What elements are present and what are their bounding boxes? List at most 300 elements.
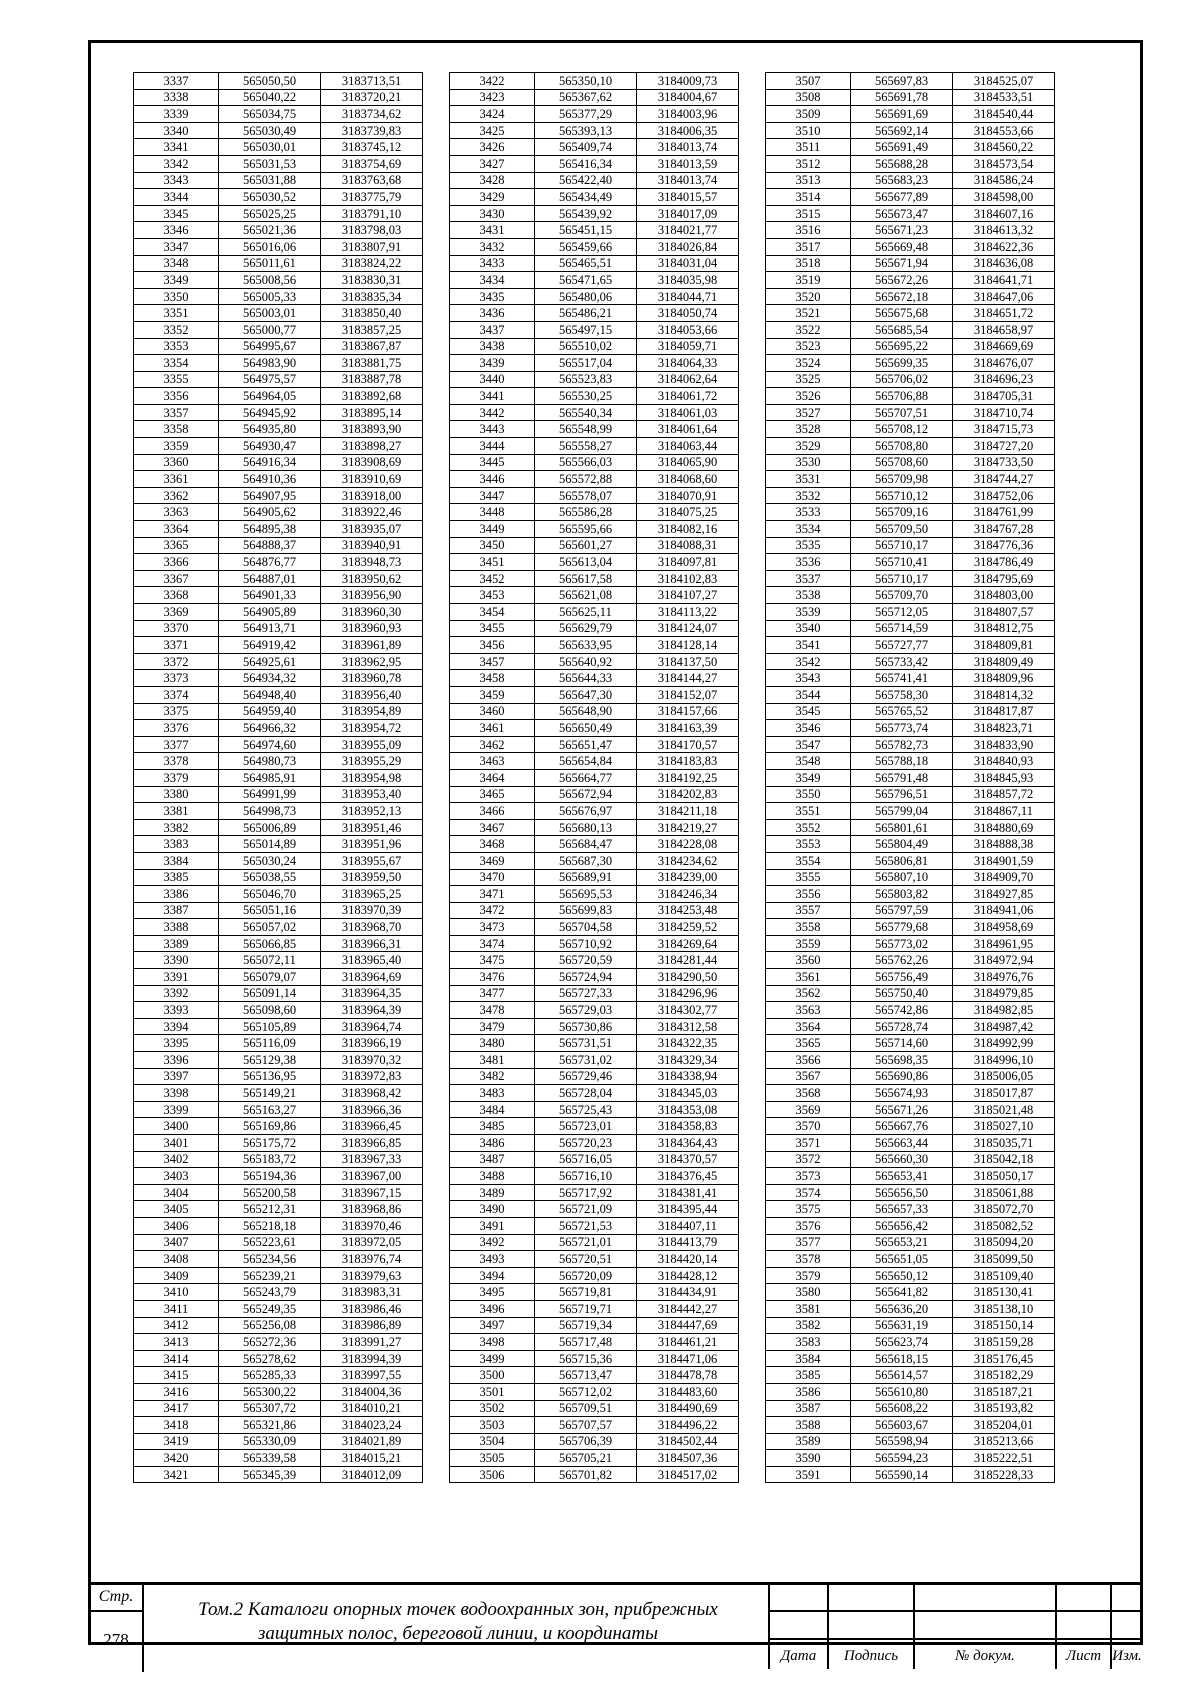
table-row <box>450 1018 739 1035</box>
point-number-cell: 3494 <box>450 1267 535 1284</box>
x-coordinate-cell: 565788,18 <box>851 753 953 770</box>
y-coordinate-cell: 3183994,39 <box>321 1350 423 1367</box>
point-number-cell: 3399 <box>134 1101 219 1118</box>
table-row <box>134 1135 423 1152</box>
coordinates-table-1 <box>133 72 423 1483</box>
point-number-cell: 3475 <box>450 952 535 969</box>
x-coordinate-cell: 565285,33 <box>219 1367 321 1384</box>
x-coordinate-cell: 565779,68 <box>851 919 953 936</box>
point-number-cell: 3510 <box>766 122 851 139</box>
y-coordinate-cell: 3184013,74 <box>637 172 739 189</box>
table-row <box>134 471 423 488</box>
y-coordinate-cell: 3184613,32 <box>953 222 1055 239</box>
table-row <box>766 1400 1055 1417</box>
point-number-cell: 3340 <box>134 122 219 139</box>
point-number-cell: 3528 <box>766 421 851 438</box>
point-number-cell: 3365 <box>134 537 219 554</box>
x-coordinate-cell: 565091,14 <box>219 985 321 1002</box>
point-number-cell: 3387 <box>134 902 219 919</box>
point-number-cell: 3527 <box>766 404 851 421</box>
point-number-cell: 3360 <box>134 454 219 471</box>
table-row <box>134 1417 423 1434</box>
y-coordinate-cell: 3184183,83 <box>637 753 739 770</box>
y-coordinate-cell: 3184996,10 <box>953 1052 1055 1069</box>
x-coordinate-cell: 565716,10 <box>535 1168 637 1185</box>
x-coordinate-cell: 565705,21 <box>535 1450 637 1467</box>
point-number-cell: 3459 <box>450 686 535 703</box>
point-number-cell: 3467 <box>450 819 535 836</box>
point-number-cell: 3540 <box>766 620 851 637</box>
table-row <box>450 371 739 388</box>
table-row <box>450 189 739 206</box>
x-coordinate-cell: 565709,70 <box>851 587 953 604</box>
table-row <box>766 1068 1055 1085</box>
y-coordinate-cell: 3183857,25 <box>321 321 423 338</box>
point-number-cell: 3487 <box>450 1151 535 1168</box>
point-number-cell: 3526 <box>766 388 851 405</box>
x-coordinate-cell: 564907,95 <box>219 487 321 504</box>
x-coordinate-cell: 564916,34 <box>219 454 321 471</box>
table-row <box>766 554 1055 571</box>
x-coordinate-cell: 565050,50 <box>219 73 321 90</box>
y-coordinate-cell: 3183967,00 <box>321 1168 423 1185</box>
x-coordinate-cell: 565719,34 <box>535 1317 637 1334</box>
y-coordinate-cell: 3184329,34 <box>637 1052 739 1069</box>
x-coordinate-cell: 565712,05 <box>851 604 953 621</box>
table-row <box>134 537 423 554</box>
table-row <box>450 1184 739 1201</box>
y-coordinate-cell: 3185159,28 <box>953 1334 1055 1351</box>
x-coordinate-cell: 565717,48 <box>535 1334 637 1351</box>
point-number-cell: 3582 <box>766 1317 851 1334</box>
table-row <box>450 670 739 687</box>
x-coordinate-cell: 564905,62 <box>219 504 321 521</box>
table-row <box>450 819 739 836</box>
table-row <box>134 836 423 853</box>
table-row <box>450 155 739 172</box>
table-row <box>134 1350 423 1367</box>
point-number-cell: 3454 <box>450 604 535 621</box>
point-number-cell: 3473 <box>450 919 535 936</box>
point-number-cell: 3424 <box>450 106 535 123</box>
table-row <box>766 139 1055 156</box>
point-number-cell: 3474 <box>450 935 535 952</box>
y-coordinate-cell: 3183965,40 <box>321 952 423 969</box>
table-row <box>450 637 739 654</box>
table-row <box>766 1217 1055 1234</box>
y-coordinate-cell: 3183720,21 <box>321 89 423 106</box>
x-coordinate-cell: 565031,88 <box>219 172 321 189</box>
y-coordinate-cell: 3184941,06 <box>953 902 1055 919</box>
point-number-cell: 3453 <box>450 587 535 604</box>
x-coordinate-cell: 565278,62 <box>219 1350 321 1367</box>
table-row <box>450 222 739 239</box>
x-coordinate-cell: 565480,06 <box>535 288 637 305</box>
point-number-cell: 3538 <box>766 587 851 604</box>
x-coordinate-cell: 565066,85 <box>219 935 321 952</box>
point-number-cell: 3565 <box>766 1035 851 1052</box>
x-coordinate-cell: 565572,88 <box>535 471 637 488</box>
x-coordinate-cell: 565720,09 <box>535 1267 637 1284</box>
table-row <box>134 1085 423 1102</box>
x-coordinate-cell: 565030,52 <box>219 189 321 206</box>
x-coordinate-cell: 564910,36 <box>219 471 321 488</box>
table-row <box>450 1234 739 1251</box>
x-coordinate-cell: 565698,35 <box>851 1052 953 1069</box>
table-row <box>450 1151 739 1168</box>
coordinates-table-2 <box>449 72 739 1483</box>
y-coordinate-cell: 3184676,07 <box>953 355 1055 372</box>
point-number-cell: 3363 <box>134 504 219 521</box>
y-coordinate-cell: 3183893,90 <box>321 421 423 438</box>
y-coordinate-cell: 3184012,09 <box>321 1466 423 1483</box>
x-coordinate-cell: 565797,59 <box>851 902 953 919</box>
point-number-cell: 3506 <box>450 1466 535 1483</box>
point-number-cell: 3502 <box>450 1400 535 1417</box>
point-number-cell: 3397 <box>134 1068 219 1085</box>
x-coordinate-cell: 565243,79 <box>219 1284 321 1301</box>
x-coordinate-cell: 565497,15 <box>535 321 637 338</box>
point-number-cell: 3503 <box>450 1417 535 1434</box>
point-number-cell: 3358 <box>134 421 219 438</box>
x-coordinate-cell: 565339,58 <box>219 1450 321 1467</box>
x-coordinate-cell: 565079,07 <box>219 969 321 986</box>
y-coordinate-cell: 3184533,51 <box>953 89 1055 106</box>
table-row <box>134 222 423 239</box>
table-row <box>450 985 739 1002</box>
x-coordinate-cell: 565194,36 <box>219 1168 321 1185</box>
x-coordinate-cell: 565773,74 <box>851 720 953 737</box>
table-row <box>766 919 1055 936</box>
x-coordinate-cell: 564895,38 <box>219 521 321 538</box>
table-row <box>450 570 739 587</box>
point-number-cell: 3470 <box>450 869 535 886</box>
point-number-cell: 3547 <box>766 736 851 753</box>
table-row <box>766 985 1055 1002</box>
table-row <box>766 786 1055 803</box>
x-coordinate-cell: 564934,32 <box>219 670 321 687</box>
table-row <box>766 836 1055 853</box>
table-row <box>450 272 739 289</box>
point-number-cell: 3400 <box>134 1118 219 1135</box>
y-coordinate-cell: 3185035,71 <box>953 1135 1055 1152</box>
y-coordinate-cell: 3183968,70 <box>321 919 423 936</box>
x-coordinate-cell: 565038,55 <box>219 869 321 886</box>
point-number-cell: 3575 <box>766 1201 851 1218</box>
x-coordinate-cell: 565731,51 <box>535 1035 637 1052</box>
table-row <box>766 1417 1055 1434</box>
y-coordinate-cell: 3183895,14 <box>321 404 423 421</box>
x-coordinate-cell: 565729,03 <box>535 1002 637 1019</box>
point-number-cell: 3552 <box>766 819 851 836</box>
point-number-cell: 3465 <box>450 786 535 803</box>
x-coordinate-cell: 565672,94 <box>535 786 637 803</box>
x-coordinate-cell: 565707,57 <box>535 1417 637 1434</box>
y-coordinate-cell: 3183966,45 <box>321 1118 423 1135</box>
y-coordinate-cell: 3183918,00 <box>321 487 423 504</box>
point-number-cell: 3380 <box>134 786 219 803</box>
x-coordinate-cell: 564975,57 <box>219 371 321 388</box>
y-coordinate-cell: 3184302,77 <box>637 1002 739 1019</box>
x-coordinate-cell: 565791,48 <box>851 769 953 786</box>
table-row <box>450 720 739 737</box>
x-coordinate-cell: 565725,43 <box>535 1101 637 1118</box>
table-row <box>134 1450 423 1467</box>
point-number-cell: 3549 <box>766 769 851 786</box>
y-coordinate-cell: 3184502,44 <box>637 1433 739 1450</box>
table-row <box>450 686 739 703</box>
table-row <box>450 653 739 670</box>
point-number-cell: 3440 <box>450 371 535 388</box>
point-number-cell: 3431 <box>450 222 535 239</box>
y-coordinate-cell: 3183966,19 <box>321 1035 423 1052</box>
y-coordinate-cell: 3184211,18 <box>637 803 739 820</box>
y-coordinate-cell: 3184004,67 <box>637 89 739 106</box>
x-coordinate-cell: 565595,66 <box>535 521 637 538</box>
table-row <box>134 404 423 421</box>
table-row <box>766 736 1055 753</box>
table-row <box>134 355 423 372</box>
y-coordinate-cell: 3184517,02 <box>637 1466 739 1483</box>
table-row <box>134 1184 423 1201</box>
table-row <box>450 969 739 986</box>
table-row <box>134 803 423 820</box>
document-title <box>158 1598 758 1646</box>
table-row <box>766 1052 1055 1069</box>
y-coordinate-cell: 3183951,96 <box>321 836 423 853</box>
y-coordinate-cell: 3184471,06 <box>637 1350 739 1367</box>
table-row <box>766 686 1055 703</box>
x-coordinate-cell: 565486,21 <box>535 305 637 322</box>
y-coordinate-cell: 3184710,74 <box>953 404 1055 421</box>
y-coordinate-cell: 3183997,55 <box>321 1367 423 1384</box>
y-coordinate-cell: 3184152,07 <box>637 686 739 703</box>
point-number-cell: 3430 <box>450 205 535 222</box>
table-row <box>134 521 423 538</box>
point-number-cell: 3567 <box>766 1068 851 1085</box>
x-coordinate-cell: 565758,30 <box>851 686 953 703</box>
table-row <box>134 753 423 770</box>
x-coordinate-cell: 565709,16 <box>851 504 953 521</box>
point-number-cell: 3589 <box>766 1433 851 1450</box>
point-number-cell: 3355 <box>134 371 219 388</box>
point-number-cell: 3384 <box>134 852 219 869</box>
table-row <box>450 205 739 222</box>
x-coordinate-cell: 565796,51 <box>851 786 953 803</box>
y-coordinate-cell: 3183979,63 <box>321 1267 423 1284</box>
table-row <box>766 172 1055 189</box>
y-coordinate-cell: 3184776,36 <box>953 537 1055 554</box>
point-number-cell: 3375 <box>134 703 219 720</box>
point-number-cell: 3352 <box>134 321 219 338</box>
y-coordinate-cell: 3183972,83 <box>321 1068 423 1085</box>
x-coordinate-cell: 565598,94 <box>851 1433 953 1450</box>
y-coordinate-cell: 3184752,06 <box>953 487 1055 504</box>
y-coordinate-cell: 3184507,36 <box>637 1450 739 1467</box>
y-coordinate-cell: 3184017,09 <box>637 205 739 222</box>
table-row <box>766 1267 1055 1284</box>
x-coordinate-cell: 565730,86 <box>535 1018 637 1035</box>
point-number-cell: 3588 <box>766 1417 851 1434</box>
y-coordinate-cell: 3183968,42 <box>321 1085 423 1102</box>
x-coordinate-cell: 565530,25 <box>535 388 637 405</box>
x-coordinate-cell: 565704,58 <box>535 919 637 936</box>
point-number-cell: 3444 <box>450 438 535 455</box>
point-number-cell: 3428 <box>450 172 535 189</box>
table-row <box>766 521 1055 538</box>
x-coordinate-cell: 565223,61 <box>219 1234 321 1251</box>
table-row <box>766 1118 1055 1135</box>
point-number-cell: 3373 <box>134 670 219 687</box>
x-coordinate-cell: 565692,14 <box>851 122 953 139</box>
y-coordinate-cell: 3184370,57 <box>637 1151 739 1168</box>
y-coordinate-cell: 3183964,74 <box>321 1018 423 1035</box>
table-row <box>134 1101 423 1118</box>
table-row <box>766 570 1055 587</box>
point-number-cell: 3356 <box>134 388 219 405</box>
x-coordinate-cell: 565656,42 <box>851 1217 953 1234</box>
y-coordinate-cell: 3184812,75 <box>953 620 1055 637</box>
point-number-cell: 3348 <box>134 255 219 272</box>
x-coordinate-cell: 565586,28 <box>535 504 637 521</box>
x-coordinate-cell: 565105,89 <box>219 1018 321 1035</box>
table-row <box>134 421 423 438</box>
point-number-cell: 3423 <box>450 89 535 106</box>
y-coordinate-cell: 3184845,93 <box>953 769 1055 786</box>
table-row <box>134 272 423 289</box>
y-coordinate-cell: 3184061,72 <box>637 388 739 405</box>
point-number-cell: 3519 <box>766 272 851 289</box>
table-row <box>450 935 739 952</box>
x-coordinate-cell: 565601,27 <box>535 537 637 554</box>
x-coordinate-cell: 564876,77 <box>219 554 321 571</box>
point-number-cell: 3451 <box>450 554 535 571</box>
table-row <box>450 587 739 604</box>
x-coordinate-cell: 565765,52 <box>851 703 953 720</box>
x-coordinate-cell: 565773,02 <box>851 935 953 952</box>
y-coordinate-cell: 3184992,99 <box>953 1035 1055 1052</box>
y-coordinate-cell: 3184809,49 <box>953 653 1055 670</box>
point-number-cell: 3435 <box>450 288 535 305</box>
y-coordinate-cell: 3183898,27 <box>321 438 423 455</box>
table-row <box>134 786 423 803</box>
x-coordinate-cell: 565183,72 <box>219 1151 321 1168</box>
table-row <box>134 89 423 106</box>
table-row <box>134 255 423 272</box>
table-row <box>134 620 423 637</box>
y-coordinate-cell: 3183954,72 <box>321 720 423 737</box>
point-number-cell: 3476 <box>450 969 535 986</box>
y-coordinate-cell: 3183970,46 <box>321 1217 423 1234</box>
y-coordinate-cell: 3183892,68 <box>321 388 423 405</box>
point-number-cell: 3439 <box>450 355 535 372</box>
y-coordinate-cell: 3184259,52 <box>637 919 739 936</box>
point-number-cell: 3505 <box>450 1450 535 1467</box>
y-coordinate-cell: 3184817,87 <box>953 703 1055 720</box>
x-coordinate-cell: 565664,77 <box>535 769 637 786</box>
table-row <box>766 753 1055 770</box>
x-coordinate-cell: 565523,83 <box>535 371 637 388</box>
table-row <box>766 454 1055 471</box>
point-number-cell: 3457 <box>450 653 535 670</box>
point-number-cell: 3366 <box>134 554 219 571</box>
x-coordinate-cell: 565578,07 <box>535 487 637 504</box>
x-coordinate-cell: 565465,51 <box>535 255 637 272</box>
y-coordinate-cell: 3184015,21 <box>321 1450 423 1467</box>
table-row <box>450 952 739 969</box>
y-coordinate-cell: 3184192,25 <box>637 769 739 786</box>
y-coordinate-cell: 3184979,85 <box>953 985 1055 1002</box>
x-coordinate-cell: 565008,56 <box>219 272 321 289</box>
x-coordinate-cell: 565644,33 <box>535 670 637 687</box>
y-coordinate-cell: 3184607,16 <box>953 205 1055 222</box>
point-number-cell: 3448 <box>450 504 535 521</box>
point-number-cell: 3515 <box>766 205 851 222</box>
x-coordinate-cell: 564887,01 <box>219 570 321 587</box>
table-row <box>134 1284 423 1301</box>
y-coordinate-cell: 3184082,16 <box>637 521 739 538</box>
point-number-cell: 3408 <box>134 1251 219 1268</box>
y-coordinate-cell: 3183959,50 <box>321 869 423 886</box>
point-number-cell: 3433 <box>450 255 535 272</box>
y-coordinate-cell: 3184447,69 <box>637 1317 739 1334</box>
y-coordinate-cell: 3184483,60 <box>637 1383 739 1400</box>
y-coordinate-cell: 3184888,38 <box>953 836 1055 853</box>
table-row <box>766 1300 1055 1317</box>
point-number-cell: 3513 <box>766 172 851 189</box>
table-row <box>450 803 739 820</box>
x-coordinate-cell: 565671,23 <box>851 222 953 239</box>
table-row <box>450 1400 739 1417</box>
point-number-cell: 3501 <box>450 1383 535 1400</box>
point-number-cell: 3419 <box>134 1433 219 1450</box>
table-row <box>766 1018 1055 1035</box>
table-row <box>134 1201 423 1218</box>
x-coordinate-cell: 565030,49 <box>219 122 321 139</box>
y-coordinate-cell: 3184107,27 <box>637 587 739 604</box>
table-row <box>450 122 739 139</box>
y-coordinate-cell: 3184050,74 <box>637 305 739 322</box>
table-row <box>766 1466 1055 1483</box>
point-number-cell: 3581 <box>766 1300 851 1317</box>
x-coordinate-cell: 565345,39 <box>219 1466 321 1483</box>
y-coordinate-cell: 3184442,27 <box>637 1300 739 1317</box>
y-coordinate-cell: 3183964,39 <box>321 1002 423 1019</box>
table-row <box>450 1118 739 1135</box>
y-coordinate-cell: 3184803,00 <box>953 587 1055 604</box>
y-coordinate-cell: 3184733,50 <box>953 454 1055 471</box>
x-coordinate-cell: 565673,47 <box>851 205 953 222</box>
table-row <box>766 703 1055 720</box>
x-coordinate-cell: 565234,56 <box>219 1251 321 1268</box>
table-row <box>766 438 1055 455</box>
table-row <box>766 1317 1055 1334</box>
point-number-cell: 3477 <box>450 985 535 1002</box>
y-coordinate-cell: 3184102,83 <box>637 570 739 587</box>
x-coordinate-cell: 565653,21 <box>851 1234 953 1251</box>
x-coordinate-cell: 564901,33 <box>219 587 321 604</box>
y-coordinate-cell: 3184364,43 <box>637 1135 739 1152</box>
x-coordinate-cell: 565723,01 <box>535 1118 637 1135</box>
point-number-cell: 3446 <box>450 471 535 488</box>
y-coordinate-cell: 3184026,84 <box>637 238 739 255</box>
y-coordinate-cell: 3184927,85 <box>953 886 1055 903</box>
y-coordinate-cell: 3183956,40 <box>321 686 423 703</box>
y-coordinate-cell: 3183986,46 <box>321 1300 423 1317</box>
y-coordinate-cell: 3183991,27 <box>321 1334 423 1351</box>
point-number-cell: 3587 <box>766 1400 851 1417</box>
table-row <box>134 454 423 471</box>
